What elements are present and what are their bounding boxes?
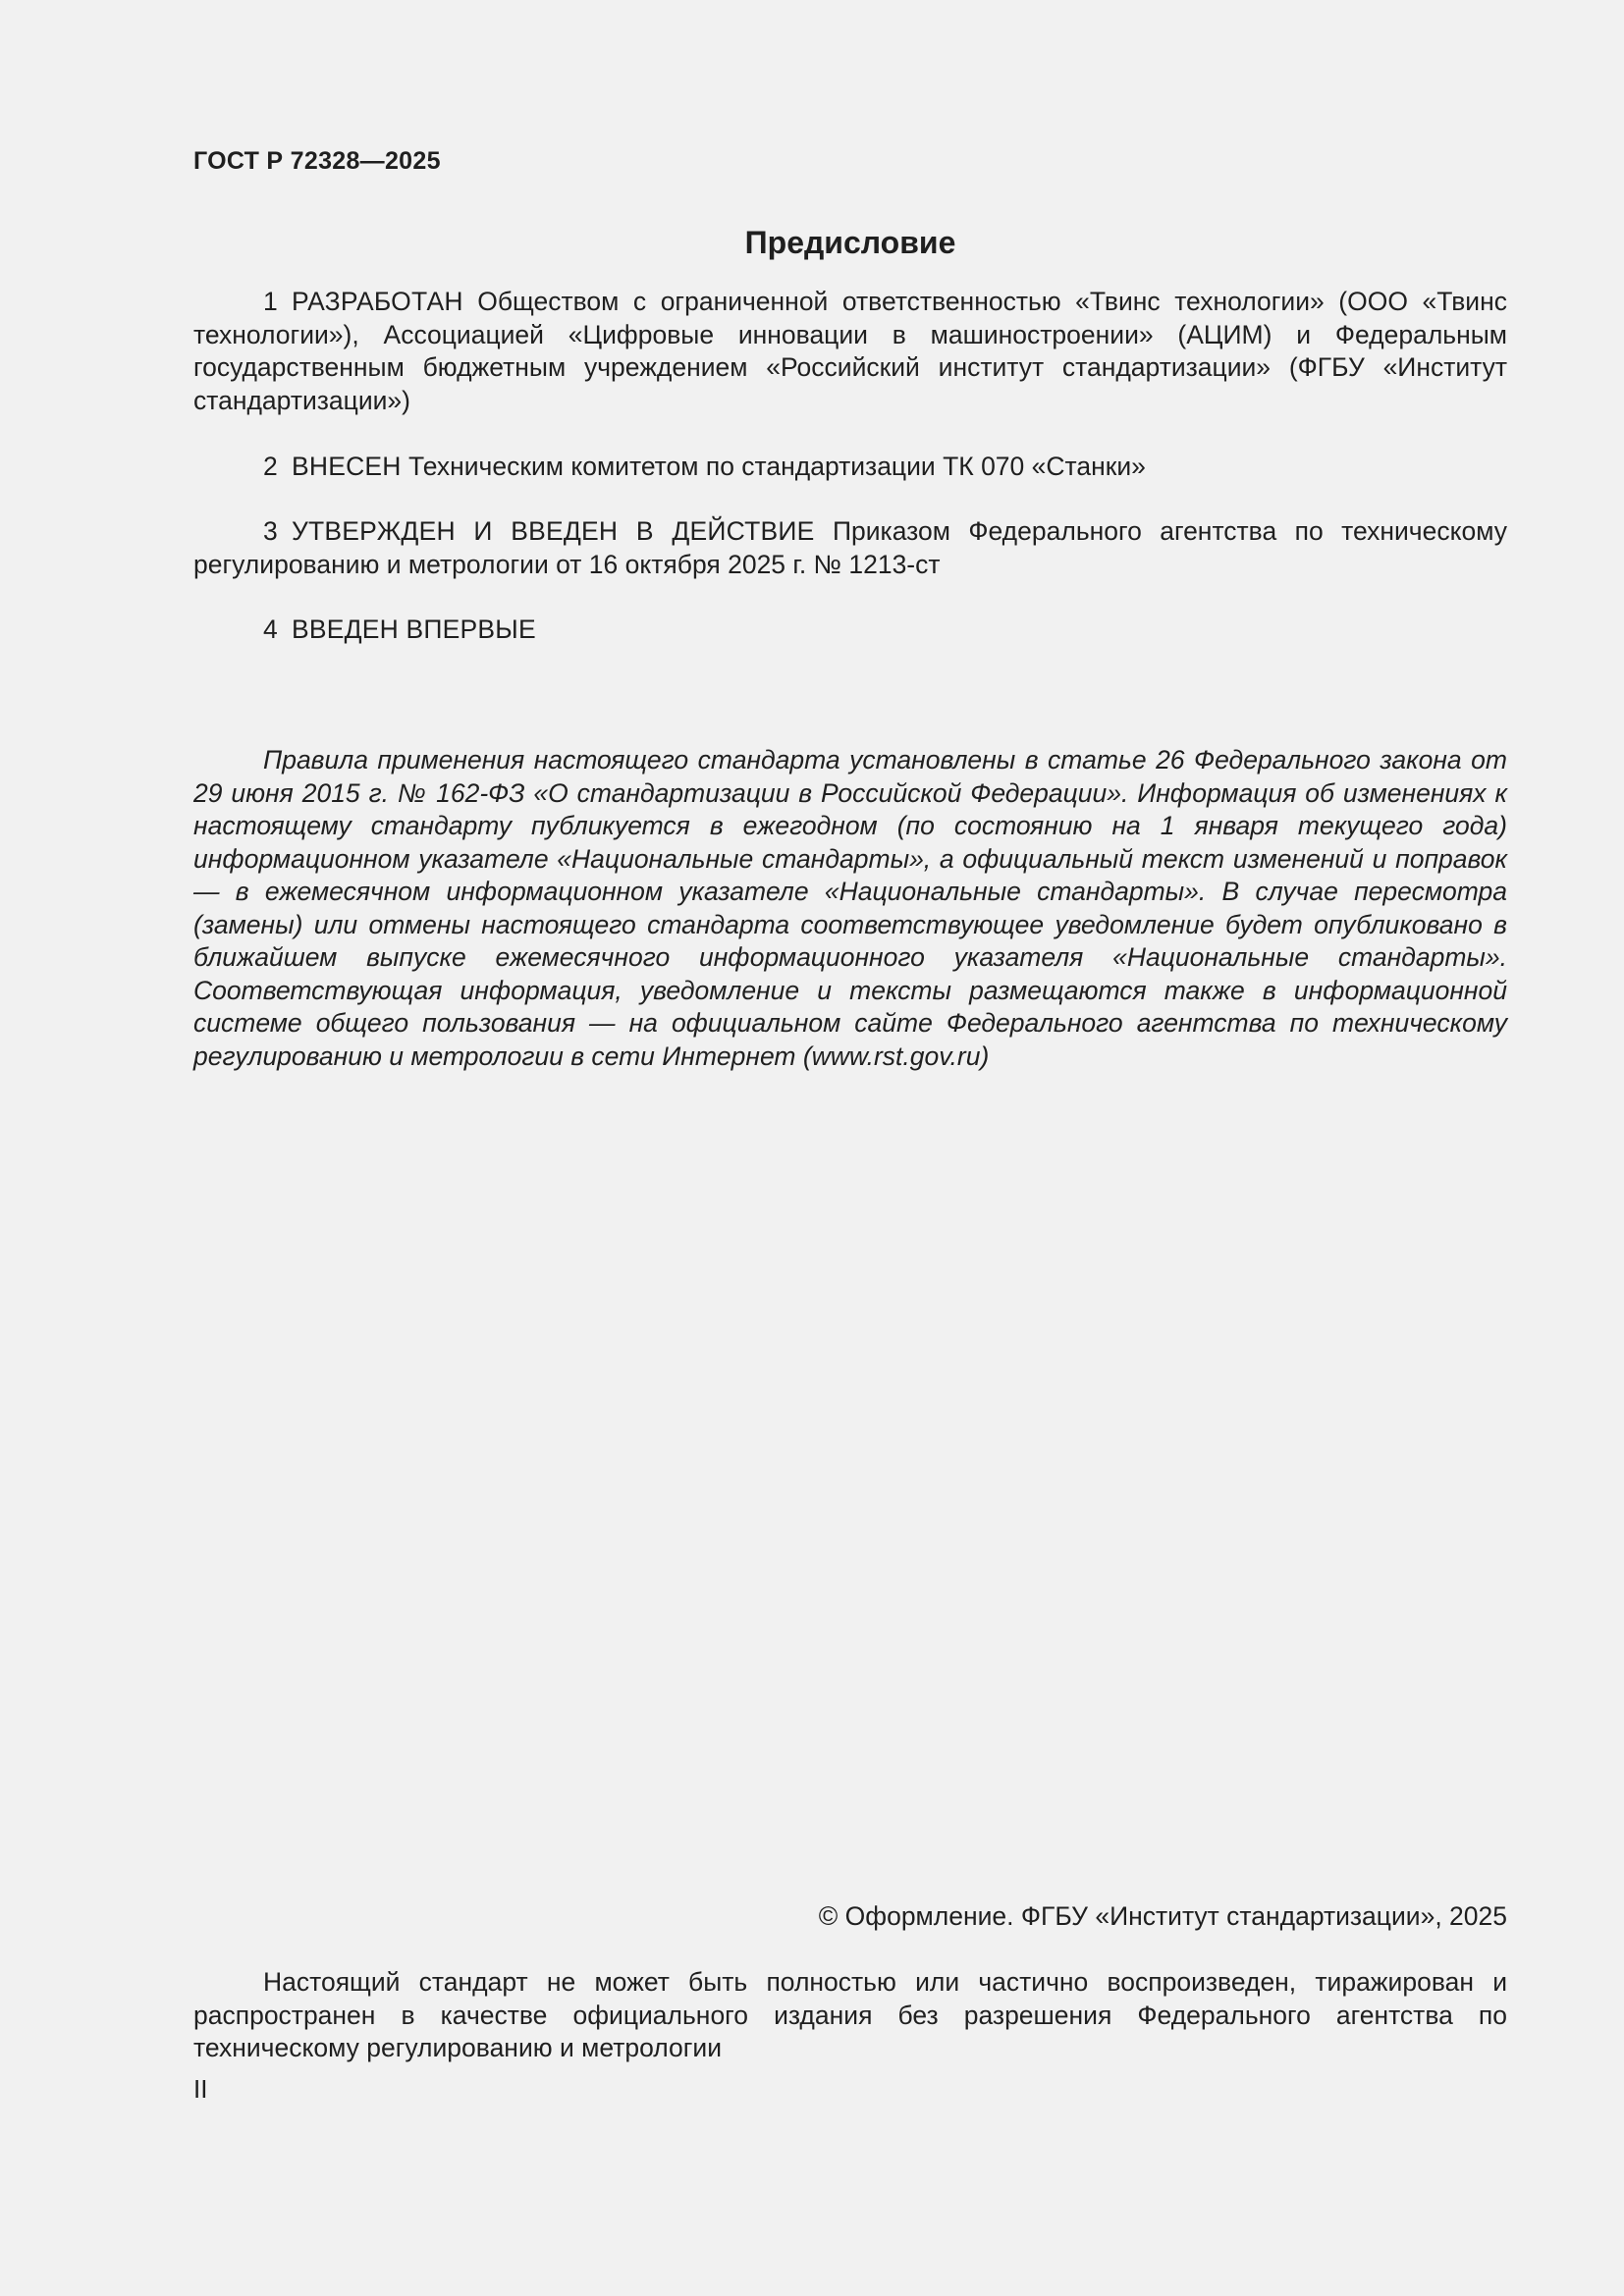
foreword-item-2 [193, 451, 1507, 484]
item-text: Обществом с ограниченной ответственностью «Твинс технологии» (ООО «Твинс технологии»), Ассоциацией «Цифровые инновации в машиностроении» (АЦИМ) и Федеральным государственным бюджетным учреждением «Российский институт стандартизации» (ФГБУ «Институт стандартизации») [193, 287, 1507, 415]
item-text: Техническим комитетом по стандартизации ТК 070 «Станки» [408, 452, 1146, 481]
item-text: Приказом Федерального агентства по техническому регулированию и метрологии от 16 октября 2025 г. № 1213-ст [193, 516, 1507, 579]
reproduction-notice: Настоящий стандарт не может быть полностью или частично воспроизведен, тиражирован и распространен в качестве официального издания без разрешения Федерального агентства по техническому регулированию и метрологии [193, 1967, 1507, 2062]
rules-notice: Правила применения настоящего стандарта установлены в статье 26 Федерального закона от 29 июня 2015 г. № 162-ФЗ «О стандартизации в Российской Федерации». Информация об изменениях к настоящему стандарту публикуется в ежегодном (по состоянию на 1 января текущего года) информационном указателе «Национальные стандарты», а официальный текст изменений и поправок — в ежемесячном информационном указателе «Национальные стандарты». В случае пересмотра (замены) или отмены настоящего стандарта соответствующее уведомление будет опубликовано в ближайшем выпуске ежемесячного информационного указателя «Национальные стандарты». Соответствующая информация, уведомление и тексты размещаются также в информационной системе общего пользования — на официальном сайте Федерального агентства по техническому регулированию и метрологии в сети Интернет (www.rst.gov.ru) [193, 745, 1507, 1071]
item-label: УТВЕРЖДЕН И ВВЕДЕН В ДЕЙСТВИЕ [292, 516, 815, 546]
copyright-line: © Оформление. ФГБУ «Институт стандартизации», 2025 [818, 1901, 1507, 1931]
foreword-item-4 [193, 614, 1507, 647]
foreword-item-1 [193, 286, 1507, 417]
page-title: Предисловие [744, 225, 956, 260]
item-label: ВНЕСЕН [292, 452, 402, 481]
item-label: РАЗРАБОТАН [292, 287, 463, 316]
page-number: II [193, 2074, 208, 2104]
item-number: 4 [263, 614, 278, 644]
item-number: 3 [263, 516, 278, 546]
item-label: ВВЕДЕН ВПЕРВЫЕ [292, 614, 536, 644]
item-number: 2 [263, 452, 278, 481]
document-code: ГОСТ Р 72328—2025 [193, 147, 441, 175]
foreword-item-3 [193, 515, 1507, 581]
item-number: 1 [263, 287, 278, 316]
